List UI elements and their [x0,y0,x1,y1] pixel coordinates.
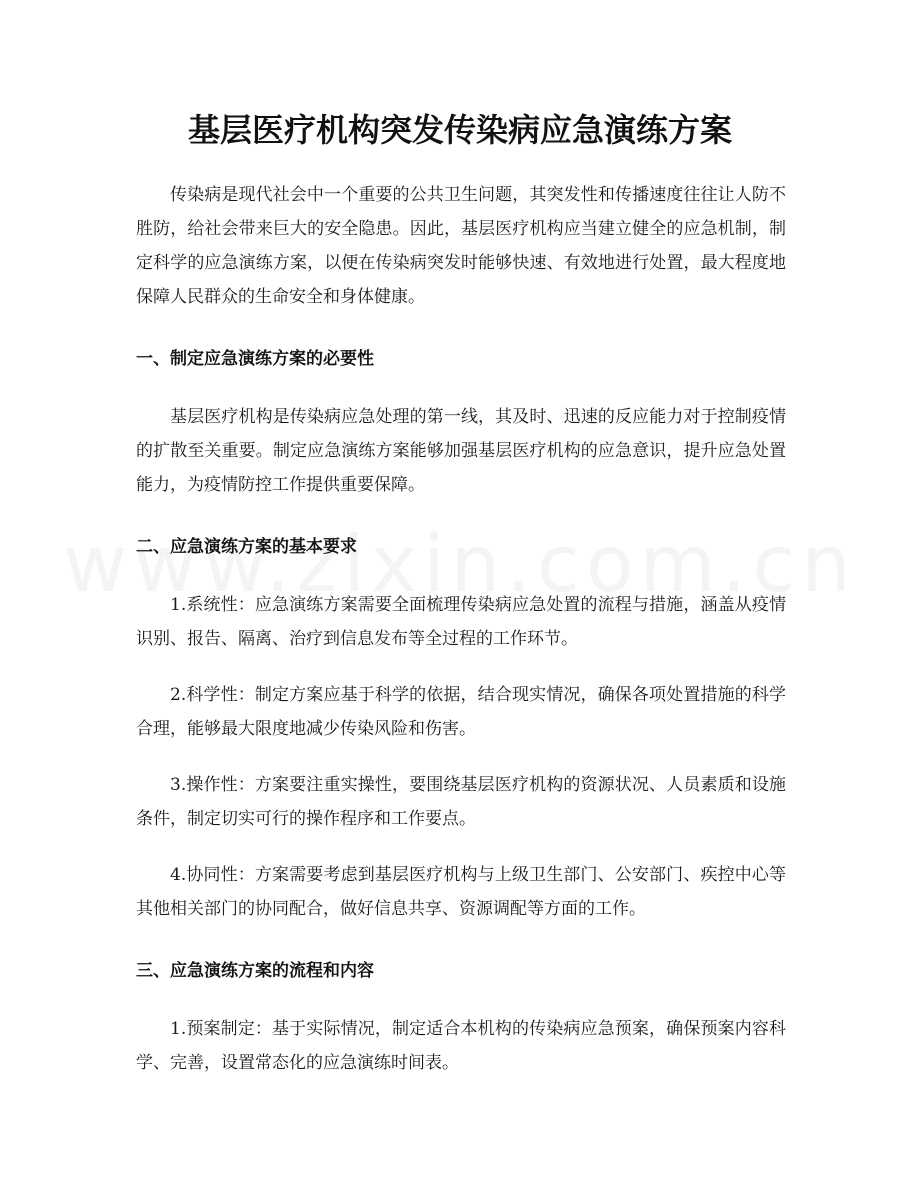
document-body [136,178,786,1080]
section-1-paragraph-1: 基层医疗机构是传染病应急处理的第一线，其及时、迅速的反应能力对于控制疫情的扩散至关重要。制定应急演练方案能够加强基层医疗机构的应急意识，提升应急处置能力，为疫情防控工作提供重要保障。 [136,407,786,495]
section-heading-3: 三、应急演练方案的流程和内容 [136,961,374,981]
section-heading-2: 二、应急演练方案的基本要求 [136,537,357,557]
section-heading-1: 一、制定应急演练方案的必要性 [136,349,374,369]
intro-paragraph: 传染病是现代社会中一个重要的公共卫生问题，其突发性和传播速度往往让人防不胜防，给社会带来巨大的安全隐患。因此，基层医疗机构应当建立健全的应急机制，制定科学的应急演练方案，以便在传染病突发时能够快速、有效地进行处置，最大程度地保障人民群众的生命安全和身体健康。 [136,185,786,307]
section-2-paragraph-2: 2.科学性：制定方案应基于科学的依据，结合现实情况，确保各项处置措施的科学合理，能够最大限度地减少传染风险和伤害。 [136,685,786,739]
section-2-paragraph-1: 1.系统性：应急演练方案需要全面梳理传染病应急处置的流程与措施，涵盖从疫情识别、报告、隔离、治疗到信息发布等全过程的工作环节。 [136,595,786,649]
section-3-paragraph-1: 1.预案制定：基于实际情况，制定适合本机构的传染病应急预案，确保预案内容科学、完善，设置常态化的应急演练时间表。 [136,1019,786,1073]
section-2-paragraph-4: 4.协同性：方案需要考虑到基层医疗机构与上级卫生部门、公安部门、疾控中心等其他相关部门的协同配合，做好信息共享、资源调配等方面的工作。 [136,865,786,919]
section-2-paragraph-3: 3.操作性：方案要注重实操性，要围绕基层医疗机构的资源状况、人员素质和设施条件，制定切实可行的操作程序和工作要点。 [136,775,786,829]
document-title: 基层医疗机构突发传染病应急演练方案 [187,111,732,149]
